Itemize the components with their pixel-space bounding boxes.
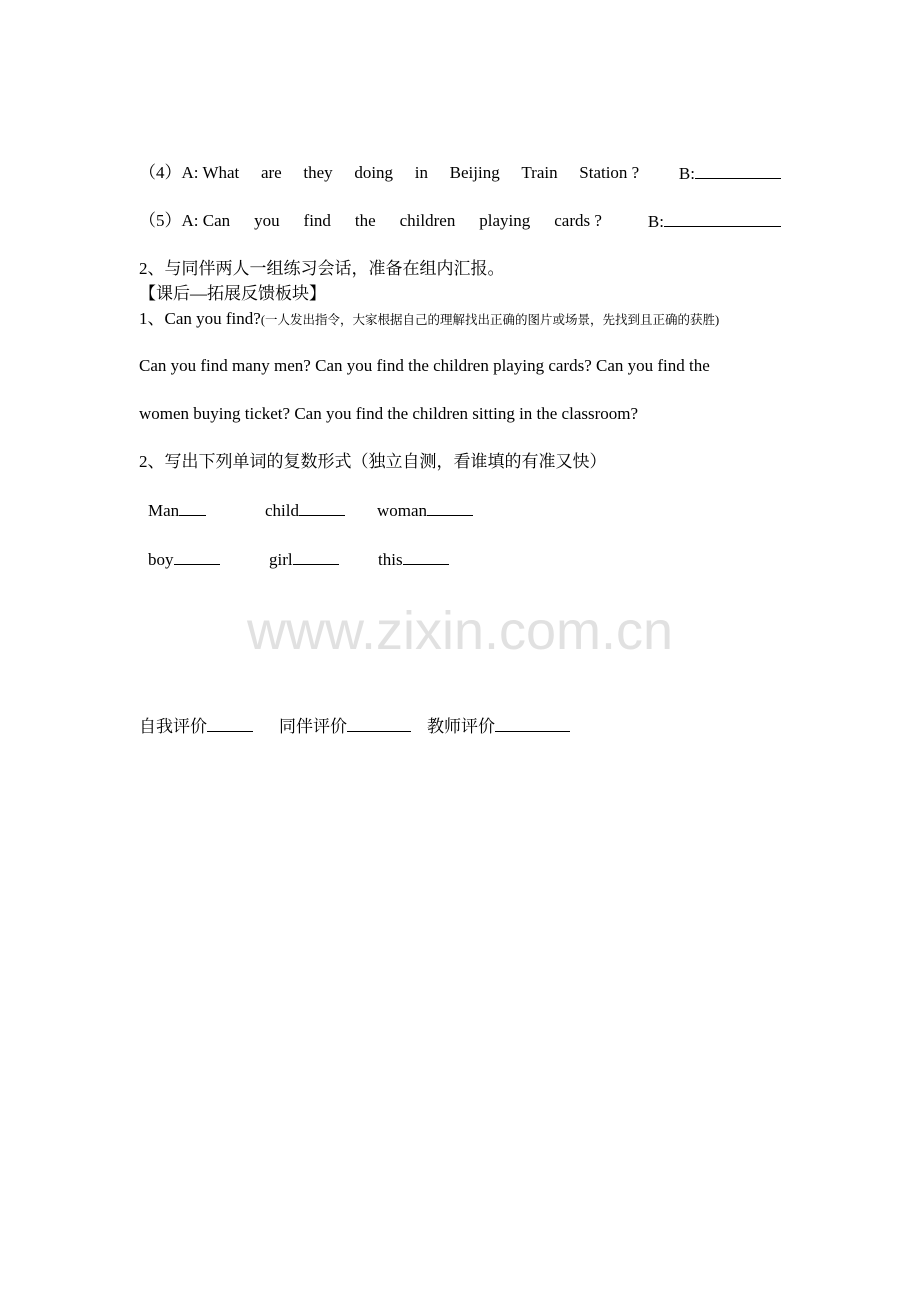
- evaluation-blank[interactable]: [207, 716, 253, 732]
- word-label: woman: [377, 501, 428, 520]
- activity-1-title: [139, 309, 719, 330]
- activity-1-heading: 1、Can you find?: [139, 309, 261, 328]
- activity-1-line-2: women buying ticket? Can you find the children sitting in the classroom?: [139, 404, 639, 423]
- word-label: child: [265, 501, 299, 520]
- word-label: Man: [148, 501, 180, 520]
- dialogue-word: find: [303, 211, 331, 230]
- practice-instruction: 2、与同伴两人一组练习会话，准备在组内汇报。: [139, 259, 505, 278]
- peer-evaluation: [279, 716, 411, 737]
- word-item: [148, 500, 206, 521]
- activity-1-note: (一人发出指令，大家根据自己的理解找出正确的图片或场景，先找到且正确的获胜): [260, 313, 720, 327]
- word-item: [377, 500, 473, 521]
- dialogue-line-4: [139, 163, 781, 184]
- dialogue-word: Train: [521, 163, 558, 182]
- evaluation-label: 同伴评价: [279, 717, 347, 736]
- dialogue-word: playing: [479, 211, 531, 230]
- dialogue-word: you: [254, 211, 280, 230]
- word-item: [265, 500, 345, 521]
- word-label: boy: [148, 550, 174, 569]
- word-blank[interactable]: [293, 549, 339, 565]
- dialogue-word: doing: [354, 163, 394, 182]
- answer-5: [626, 211, 781, 232]
- dialogue-word: are: [260, 163, 282, 182]
- answer-blank-5[interactable]: [664, 211, 781, 227]
- dialogue-word: children: [399, 211, 456, 230]
- word-item: [269, 549, 339, 570]
- dialogue-word: in: [414, 163, 428, 182]
- answer-4: [661, 163, 781, 184]
- dialogue-word: cards ?: [554, 211, 602, 230]
- dialogue-word: （4）A: What: [139, 163, 240, 182]
- evaluation-blank[interactable]: [347, 716, 411, 732]
- answer-prefix: B:: [678, 164, 695, 183]
- section-title: 【课后—拓展反馈板块】: [139, 284, 326, 303]
- answer-blank-4[interactable]: [695, 163, 781, 179]
- dialogue-line-5: [139, 211, 781, 232]
- word-blank[interactable]: [174, 549, 220, 565]
- activity-2-title: 2、写出下列单词的复数形式（独立自测，看谁填的有准又快）: [139, 452, 607, 471]
- evaluation-label: 自我评价: [139, 717, 207, 736]
- dialogue-word: the: [354, 211, 376, 230]
- activity-1-line-1: Can you find many men? Can you find the children playing cards? Can you find the: [139, 356, 710, 375]
- word-blank[interactable]: [427, 500, 473, 516]
- self-evaluation: [139, 716, 253, 737]
- dialogue-word: （5）A: Can: [139, 211, 231, 230]
- word-blank[interactable]: [299, 500, 345, 516]
- dialogue-word: Beijing: [449, 163, 500, 182]
- word-blank[interactable]: [179, 500, 206, 516]
- teacher-evaluation: [427, 716, 570, 737]
- dialogue-word: they: [303, 163, 333, 182]
- word-blank[interactable]: [403, 549, 449, 565]
- word-label: girl: [269, 550, 293, 569]
- word-item: [378, 549, 449, 570]
- word-item: [148, 549, 220, 570]
- dialogue-word: Station ?: [579, 163, 640, 182]
- watermark: www.zixin.com.cn: [246, 601, 674, 661]
- word-label: this: [378, 550, 403, 569]
- evaluation-blank[interactable]: [495, 716, 570, 732]
- evaluation-label: 教师评价: [427, 717, 495, 736]
- answer-prefix: B:: [647, 212, 664, 231]
